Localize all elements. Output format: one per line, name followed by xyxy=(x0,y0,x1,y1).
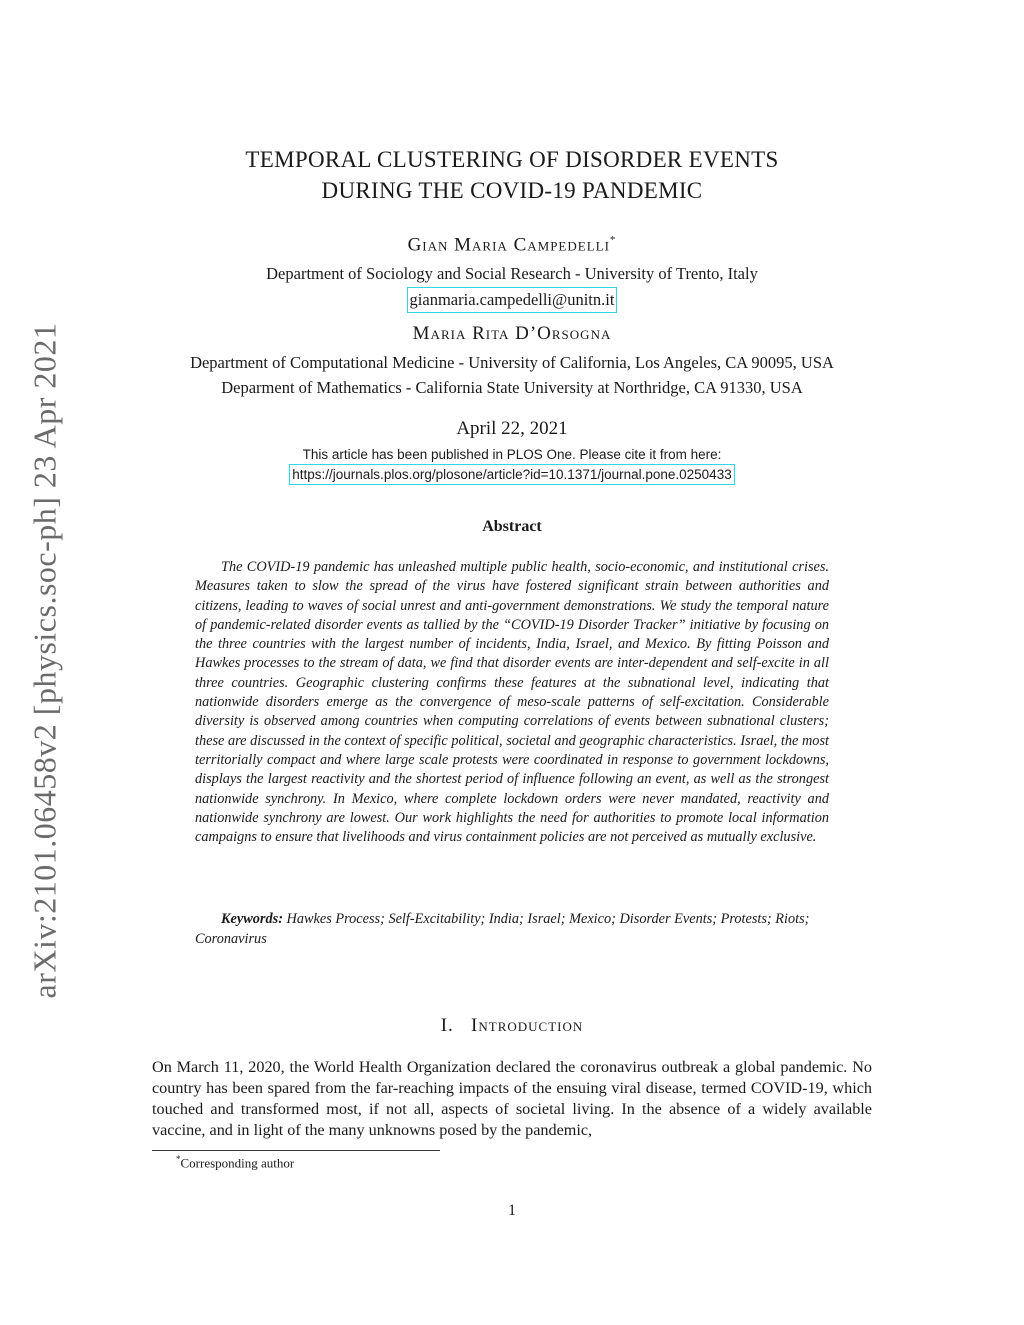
footnote-rule xyxy=(152,1150,440,1151)
publication-link[interactable]: https://journals.plos.org/plosone/article?id=10.1371/journal.pone.0250433 xyxy=(289,464,734,485)
title-line-2: DURING THE COVID-19 PANDEMIC xyxy=(321,178,703,203)
arxiv-identifier: arXiv:2101.06458v2 [physics.soc-ph] 23 Apr 2021 xyxy=(26,322,63,998)
author-affiliation-1: Department of Sociology and Social Research - University of Trento, Italy xyxy=(266,264,758,284)
date-block xyxy=(150,418,874,485)
keywords xyxy=(195,909,829,949)
author-block-1 xyxy=(150,234,874,313)
author-affiliation-2a: Department of Computational Medicine - University of California, Los Angeles, CA 90095, USA xyxy=(190,353,834,372)
abstract-text: The COVID-19 pandemic has unleashed multiple public health, socio-economic, and institutional crises. Measures taken to slow the spread of the virus have fostered significant strain between authorities and citizens, leading to waves of social unrest and anti-government demonstrations. We study the temporal nature of pandemic-related disorder events as tallied by the “COVID-19 Disorder Tracker” initiative by focusing on the three countries with the largest number of incidents, India, Israel, and Mexico. By fitting Poisson and Hawkes processes to the stream of data, we find that disorder events are inter-dependent and self-excite in all three countries. Geographic clustering confirms these features at the subnational level, indicating that nationwide disorders emerge as the convergence of meso-scale patterns of self-excitation. Considerable diversity is observed among countries when computing correlations of events between subnational clusters; these are discussed in the context of specific political, societal and geographic characteristics. Israel, the most territorially compact and where large scale protests were coordinated in response to government lockdowns, displays the largest reactivity and the shortest period of influence following an event, as well as the strongest nationwide synchrony. In Mexico, where complete lockdown orders were never mandated, reactivity and nationwide synchrony are lowest. Our work highlights the need for authorities to promote local information campaigns to ensure that livelihoods and virus containment policies are not perceived as mutually exclusive. xyxy=(195,559,829,846)
footnote-text: Corresponding author xyxy=(180,1155,295,1171)
intro-paragraph: On March 11, 2020, the World Health Organization declared the coronavirus outbreak a global pandemic. No country has been spared from the far-reaching impacts of the ensuing viral disease, termed COVID-19, which touched and transformed most, if not all, aspects of societal living. In the absence of a widely available vaccine, and in light of the many unknowns posed by the pandemic, xyxy=(152,1058,872,1139)
author-email-link[interactable]: gianmaria.campedelli@unitn.it xyxy=(407,287,618,313)
title-line-1: TEMPORAL CLUSTERING OF DISORDER EVENTS xyxy=(245,147,779,172)
corresponding-marker: * xyxy=(609,234,617,246)
section-number: I. xyxy=(440,1015,454,1036)
section-title: Introduction xyxy=(471,1015,584,1036)
author-name-1 xyxy=(150,234,874,256)
section-heading xyxy=(150,1015,874,1037)
footnote-marker: * xyxy=(176,1154,181,1164)
paper-title xyxy=(150,144,874,206)
author-name-2: Maria Rita D’Orsogna xyxy=(412,323,612,344)
keywords-label: Keywords: xyxy=(221,911,283,927)
author-block-2 xyxy=(150,323,874,400)
author-name-1-text: Gian Maria Campedelli xyxy=(407,234,610,256)
page-number: 1 xyxy=(508,1202,516,1219)
author-affiliation-2b: Deparment of Mathematics - California State University at Northridge, CA 91330, USA xyxy=(221,378,803,397)
publication-note: This article has been published in PLOS One. Please cite it from here: xyxy=(302,447,722,462)
footnote xyxy=(176,1154,294,1171)
arxiv-sidebar xyxy=(20,300,70,1020)
abstract-heading: Abstract xyxy=(482,518,542,535)
keywords-list: Hawkes Process; Self-Excitability; India; Israel; Mexico; Disorder Events; Protests; Riots; Coronavirus xyxy=(195,911,810,947)
paper-date: April 22, 2021 xyxy=(456,418,568,439)
